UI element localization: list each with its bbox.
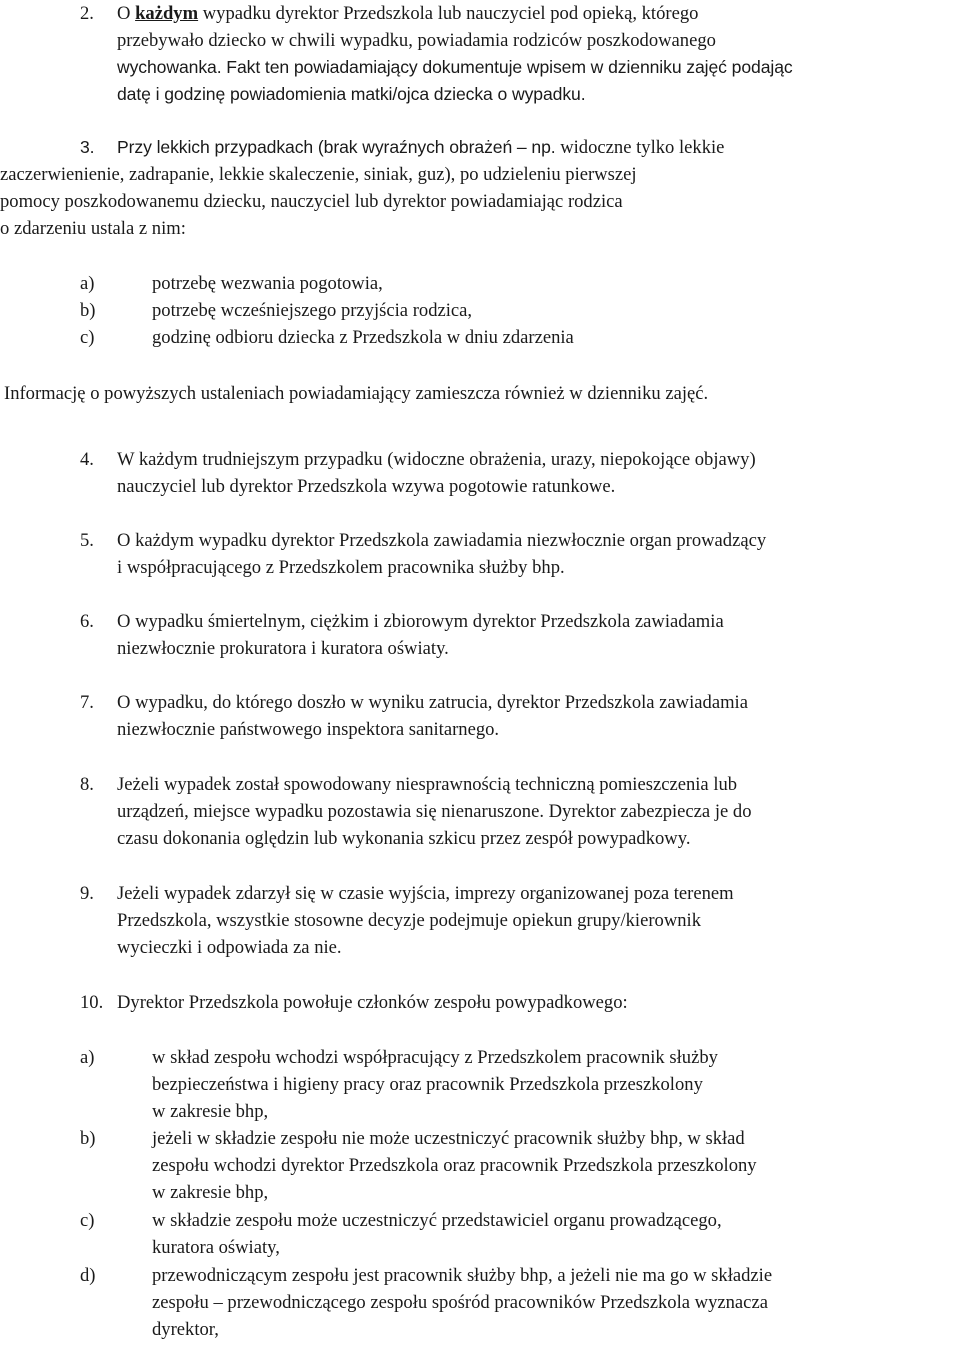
item-line: pomocy poszkodowanemu dziecku, nauczyciel lub dyrektor powiadamiając rodzica	[0, 191, 623, 212]
item-line: przebywało dziecko w chwili wypadku, powiadamia rodziców poszkodowanego	[117, 30, 716, 51]
item-line: Jeżeli wypadek został spowodowany niesprawnością techniczną pomieszczenia lub	[117, 774, 738, 795]
item-line: W każdym trudniejszym przypadku (widoczne obrażenia, urazy, niepokojące objawy)	[117, 449, 756, 470]
item-text	[117, 0, 960, 108]
sub-text	[152, 1125, 757, 1206]
sub-letter: a)	[80, 273, 95, 294]
item-line: niezwłocznie państwowego inspektora sanitarnego.	[117, 719, 500, 740]
sub-line: w skład zespołu wchodzi współpracujący z Przedszkolem pracownik służby	[152, 1047, 718, 1068]
sub-line: bezpieczeństwa i higieny pracy oraz pracownik Przedszkola przeszkolony	[152, 1074, 703, 1095]
item-line	[117, 134, 960, 161]
sub-text: potrzebę wezwania pogotowia,	[152, 273, 383, 294]
sub-line: przewodniczącym zespołu jest pracownik służby bhp, a jeżeli nie ma go w składzie	[152, 1265, 773, 1286]
item-number: 5.	[80, 530, 94, 551]
sub-line: w zakresie bhp,	[152, 1101, 269, 1122]
item-number: 3.	[80, 137, 95, 157]
item-line: wycieczki i odpowiada za nie.	[117, 937, 342, 958]
item-number: 6.	[80, 611, 94, 632]
item-number: 4.	[80, 449, 94, 470]
sub-letter: b)	[80, 300, 96, 321]
item-text	[117, 689, 960, 743]
line-text: O	[117, 3, 136, 24]
sub-line: w zakresie bhp,	[152, 1182, 269, 1203]
item-text	[117, 880, 960, 961]
emphasized-word: każdym	[135, 3, 199, 24]
sub-line: zespołu wchodzi dyrektor Przedszkola oraz pracownik Przedszkola przeszkolony	[152, 1155, 757, 1176]
sub-text: potrzebę wcześniejszego przyjścia rodzica,	[152, 300, 473, 321]
sub-letter: c)	[80, 327, 95, 348]
item-line: o zdarzeniu ustala z nim:	[0, 218, 186, 239]
sub-line: dyrektor,	[152, 1319, 219, 1340]
item-number: 7.	[80, 692, 94, 713]
sub-letter: c)	[80, 1210, 95, 1231]
info-paragraph: Informację o powyższych ustaleniach powiadamiający zamieszcza również w dzienniku zajęć.	[4, 383, 709, 404]
sub-text	[152, 1044, 718, 1125]
sub-line: kuratora oświaty,	[152, 1237, 280, 1258]
line-text: wypadku dyrektor Przedszkola lub nauczyciel pod opieką, którego	[198, 3, 699, 24]
item-line: wychowanka. Fakt ten powiadamiający dokumentuje wpisem w dzienniku zajęć podając	[117, 57, 793, 77]
item-text	[117, 771, 960, 852]
sub-letter: a)	[80, 1047, 95, 1068]
item-line: i współpracującego z Przedszkolem pracownika służby bhp.	[117, 557, 565, 578]
item-line: Jeżeli wypadek zdarzył się w czasie wyjścia, imprezy organizowanej poza terenem	[117, 883, 734, 904]
item-text	[117, 527, 960, 581]
item-number: 10.	[80, 992, 104, 1013]
line-text: widoczne tylko lekkie	[555, 137, 725, 158]
item-text	[0, 134, 960, 239]
sub-line: jeżeli w składzie zespołu nie może uczestniczyć pracownik służby bhp, w skład	[152, 1128, 745, 1149]
sub-text	[152, 1207, 722, 1261]
line-text: Przy lekkich przypadkach (brak wyraźnych obrażeń – np.	[117, 137, 556, 157]
sub-letter: d)	[80, 1265, 96, 1286]
item-line: zaczerwienienie, zadrapanie, lekkie skaleczenie, siniak, guz), po udzieleniu pierwszej	[0, 164, 637, 185]
sub-text: godzinę odbioru dziecka z Przedszkola w dniu zdarzenia	[152, 327, 574, 348]
item-number: 2.	[80, 3, 94, 24]
sub-text	[152, 1262, 772, 1343]
item-line: O wypadku śmiertelnym, ciężkim i zbiorowym dyrektor Przedszkola zawiadamia	[117, 611, 724, 632]
item-line: urządzeń, miejsce wypadku pozostawia się nienaruszone. Dyrektor zabezpiecza je do	[117, 801, 752, 822]
item-text	[117, 989, 960, 1016]
item-text	[117, 446, 960, 500]
item-line: nauczyciel lub dyrektor Przedszkola wzywa pogotowie ratunkowe.	[117, 476, 616, 497]
item-line	[117, 0, 960, 27]
item-line: niezwłocznie prokuratora i kuratora oświaty.	[117, 638, 449, 659]
sub-line: w składzie zespołu może uczestniczyć przedstawiciel organu prowadzącego,	[152, 1210, 722, 1231]
item-line: czasu dokonania oględzin lub wykonania szkicu przez zespół powypadkowy.	[117, 828, 691, 849]
item-line: O wypadku, do którego doszło w wyniku zatrucia, dyrektor Przedszkola zawiadamia	[117, 692, 748, 713]
item-number: 8.	[80, 774, 94, 795]
item-text	[117, 608, 960, 662]
item-line: O każdym wypadku dyrektor Przedszkola zawiadamia niezwłocznie organ prowadzący	[117, 530, 767, 551]
item-number: 9.	[80, 883, 94, 904]
sub-letter: b)	[80, 1128, 96, 1149]
item-line: Przedszkola, wszystkie stosowne decyzje podejmuje opiekun grupy/kierownik	[117, 910, 702, 931]
item-line: Dyrektor Przedszkola powołuje członków zespołu powypadkowego:	[117, 992, 628, 1013]
sub-line: zespołu – przewodniczącego zespołu spośród pracowników Przedszkola wyznacza	[152, 1292, 768, 1313]
item-line: datę i godzinę powiadomienia matki/ojca dziecka o wypadku.	[117, 84, 586, 104]
